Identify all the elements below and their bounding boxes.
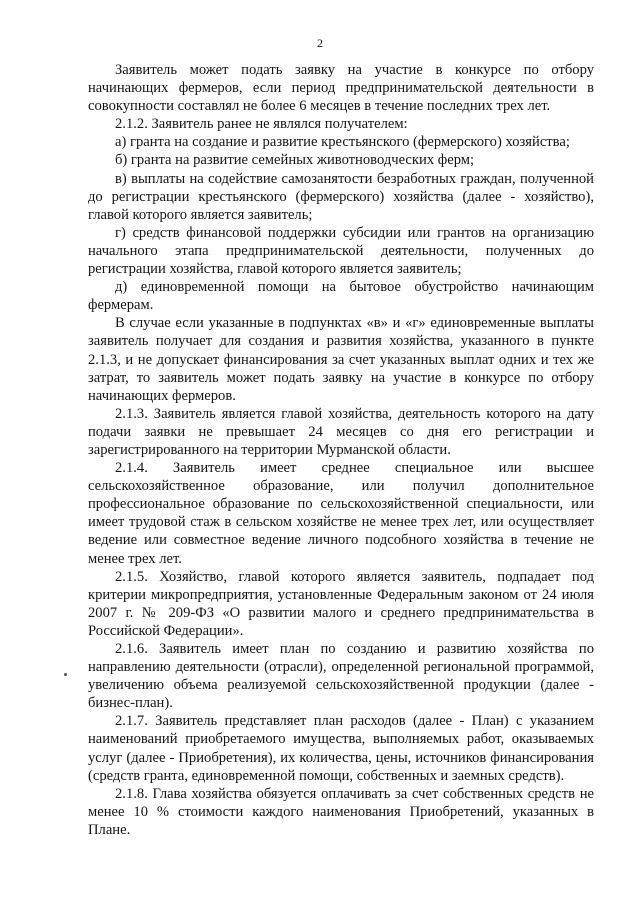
paragraph-2-1-2-d: д) единовременной помощи на бытовое обустройство начинающим фермерам. — [88, 279, 594, 314]
paragraph-2-1-7: 2.1.7. Заявитель представляет план расходов (далее - План) с указанием наименований приобретаемого имущества, выполняемых работ, оказываемых услуг (далее - Приобретения), их количества, цены, источников финансирования (средств гранта, единовременной помощи, собственных и заемных средств). — [88, 713, 594, 784]
paragraph-2-1-3: 2.1.3. Заявитель является главой хозяйства, деятельность которого на дату подачи заявки не превышает 24 месяцев со дня его регистрации и зарегистрированного на территории Мурманской области. — [88, 405, 594, 458]
paragraph-2-1-4: 2.1.4. Заявитель имеет среднее специальное или высшее сельскохозяйственное образование, или получил дополнительное профессиональное образование по сельскохозяйственной специальности, или имеет трудовой стаж в сельском хозяйстве не менее трех лет, или осуществляет ведение или совместное ведение личного подсобного хозяйства в течение не менее трех лет. — [88, 460, 594, 567]
paragraph-2-1-2-g: г) средств финансовой поддержки субсидии или грантов на организацию начального этапа предпринимательской деятельности, полученных до регистрации хозяйства, главой которого является заявитель; — [88, 224, 594, 278]
paragraph-2-1-8: 2.1.8. Глава хозяйства обязуется оплачивать за счет собственных средств не менее 10 % стоимости каждого наименования Приобретений, указанных в Плане. — [88, 785, 594, 838]
document-body — [88, 61, 594, 839]
margin-mark — [64, 673, 67, 676]
paragraph-2-1-2-b: б) гранта на развитие семейных животноводческих ферм; — [115, 152, 475, 169]
paragraph-2-1-2-a: а) гранта на создание и развитие крестьянского (фермерского) хозяйства; — [115, 134, 570, 151]
paragraph-eligibility-period: Заявитель может подать заявку на участие в конкурсе по отбору начинающих фермеров, если период предпринимательской деятельности в совокупности составлял не более 6 месяцев в течение последних трех лет. — [88, 62, 594, 115]
page-number: 2 — [317, 36, 323, 50]
paragraph-2-1-2-v: в) выплаты на содействие самозанятости безработных граждан, полученной до регистрации крестьянского (фермерского) хозяйства (далее - хозяйство), главой которого является заявитель; — [88, 170, 594, 223]
paragraph-2-1-5: 2.1.5. Хозяйство, главой которого является заявитель, подпадает под критерии микропредприятия, установленные Федеральным законом от 24 июля 2007 г. № 209-ФЗ «О развитии малого и среднего предпринимательства в Российской Федерации». — [88, 568, 594, 639]
paragraph-2-1-2: 2.1.2. Заявитель ранее не являлся получателем: — [115, 116, 408, 133]
paragraph-2-1-6: 2.1.6. Заявитель имеет план по созданию и развитию хозяйства по направлению деятельности (отрасли), определенной региональной программой, увеличению объема реализуемой сельскохозяйственной продукции (далее - бизнес-план). — [88, 641, 594, 712]
paragraph-payments-case: В случае если указанные в подпунктах «в» и «г» единовременные выплаты заявитель получает для создания и развития хозяйства, указанного в пункте 2.1.3, и не допускает финансирования за счет указанных выплат одних и тех же затрат, то заявитель может подать заявку на участие в конкурсе по отбору начинающих фермеров. — [88, 315, 594, 404]
